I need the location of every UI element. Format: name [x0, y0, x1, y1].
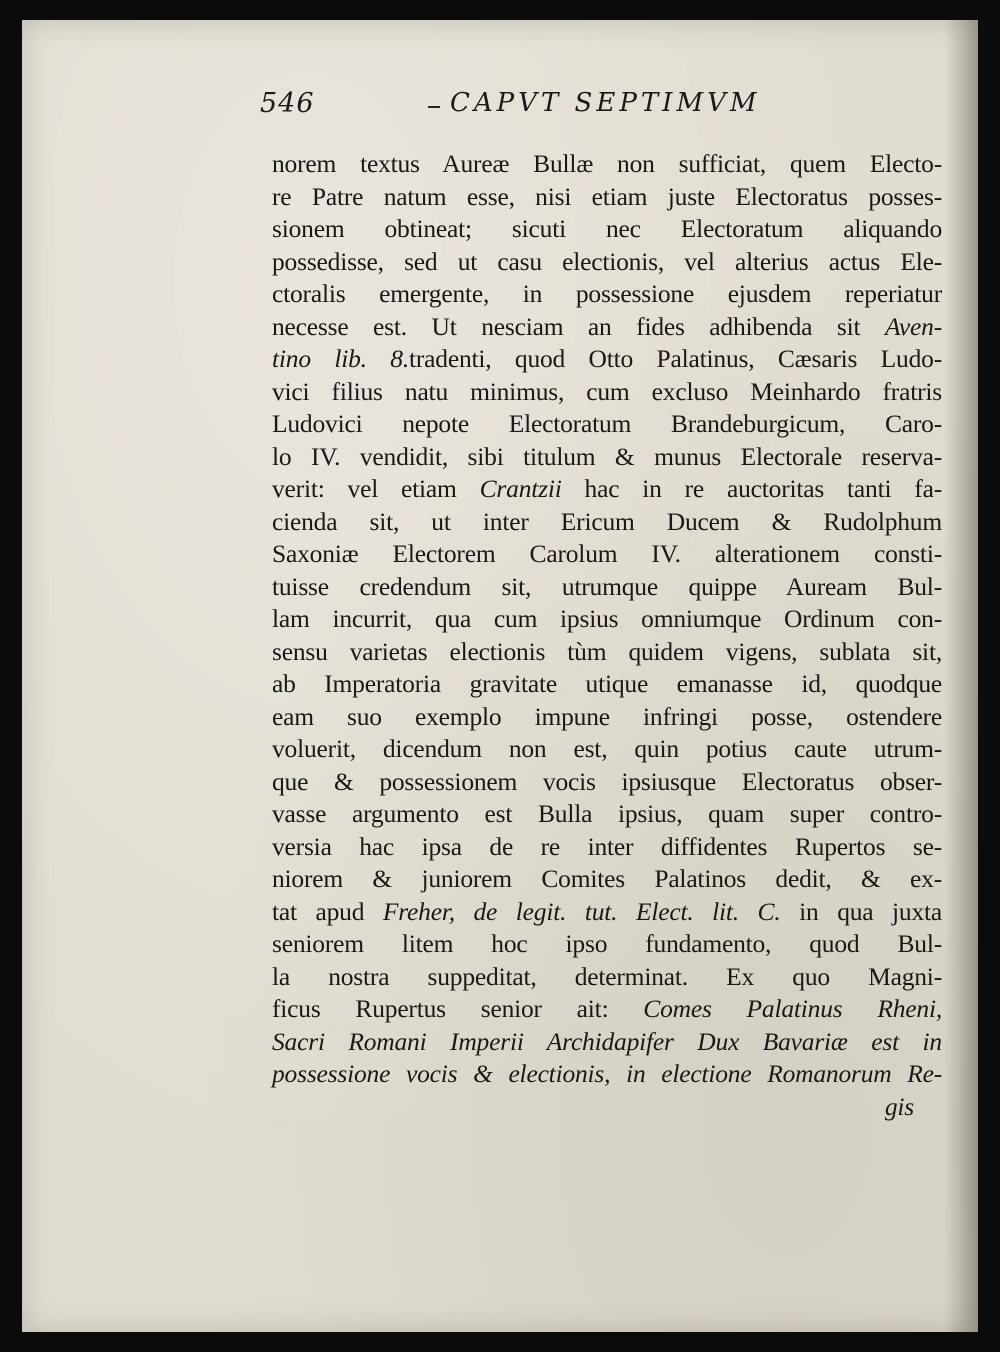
text-segment: ab Imperatoria gravitate utique emanasse id, quodque	[272, 669, 942, 698]
italic-text-segment: tino lib. 8.	[272, 344, 409, 373]
page-header	[260, 86, 780, 130]
text-line	[272, 961, 942, 994]
text-line	[272, 993, 942, 1026]
text-segment: Saxoniæ Electorem Carolum IV. alterationem consti-	[272, 539, 942, 568]
text-line	[272, 928, 942, 961]
page-gutter-shadow	[944, 20, 978, 1332]
text-segment: vasse argumento est Bulla ipsius, quam super contro-	[272, 799, 942, 828]
text-segment: vici filius natu minimus, cum excluso Meinhardo fratris	[272, 376, 942, 406]
text-line	[272, 636, 942, 669]
text-segment: la nostra suppeditat, determinat. Ex quo Magni-	[272, 961, 942, 991]
text-line	[272, 181, 942, 214]
text-line	[272, 831, 942, 864]
text-segment: versia hac ipsa de re inter diffidentes Rupertos se-	[272, 831, 942, 861]
text-line	[272, 441, 942, 474]
text-line	[272, 311, 942, 344]
text-segment: hac in re auctoritas tanti fa-	[561, 474, 942, 503]
text-line	[272, 376, 942, 409]
text-line	[272, 863, 942, 896]
text-line	[272, 701, 942, 734]
text-line	[272, 538, 942, 571]
text-line	[272, 408, 942, 441]
text-segment: verit: vel etiam	[272, 474, 480, 503]
text-line	[272, 668, 942, 701]
body-text	[272, 148, 942, 1123]
text-segment: voluerit, dicendum non est, quin potius caute utrum-	[272, 734, 942, 763]
italic-text-segment: Freher, de legit. tut. Elect. lit. C.	[382, 896, 781, 926]
book-page	[22, 20, 978, 1332]
text-line	[272, 896, 942, 929]
text-line	[272, 603, 942, 636]
header-dash	[428, 106, 440, 108]
italic-text-segment: Aven-	[884, 311, 942, 341]
text-segment: tradenti, quod Otto Palatinus, Cæsaris Ludo-	[409, 344, 942, 373]
text-line	[272, 733, 942, 766]
text-segment: necesse est. Ut nesciam an fides adhibenda sit	[272, 311, 885, 341]
text-segment: sensu varietas electionis tùm quidem vigens, sublata sit,	[272, 636, 942, 666]
text-segment: que & possessionem vocis ipsiusque Electoratus obser-	[272, 766, 942, 796]
text-segment: niorem & juniorem Comites Palatinos dedit, & ex-	[272, 864, 942, 893]
text-line	[272, 571, 942, 604]
text-line	[272, 473, 942, 506]
italic-text-segment: Sacri Romani Imperii Archidapifer Dux Bavariæ est in	[272, 1026, 942, 1056]
text-segment: tuisse credendum sit, utrumque quippe Auream Bul-	[272, 571, 942, 601]
text-line	[272, 246, 942, 279]
text-line	[272, 278, 942, 311]
text-line	[272, 1091, 942, 1124]
italic-text-segment: possessione vocis & electionis, in electione Romanorum Re-	[272, 1059, 942, 1088]
text-segment: norem textus Aureæ Bullæ non sufficiat, quem Electo-	[272, 149, 942, 178]
text-line	[272, 1058, 942, 1091]
text-line	[272, 148, 942, 181]
text-line	[272, 766, 942, 799]
italic-text-segment: Crantzii	[479, 474, 562, 503]
text-segment: cienda sit, ut inter Ericum Ducem & Rudolphum	[272, 506, 942, 536]
text-line	[272, 1026, 942, 1059]
text-segment: lam incurrit, qua cum ipsius omniumque Ordinum con-	[272, 604, 942, 633]
text-segment: ficus Rupertus senior ait:	[272, 994, 644, 1023]
italic-text-segment: gis	[884, 1091, 914, 1121]
text-segment: possedisse, sed ut casu electionis, vel alterius actus Ele-	[272, 246, 942, 276]
running-head: CAPVT SEPTIMVM	[450, 88, 761, 118]
text-segment: tat apud	[272, 896, 383, 926]
text-segment: eam suo exemplo impune infringi posse, ostendere	[272, 701, 942, 731]
text-segment: sionem obtineat; sicuti nec Electoratum aliquando	[272, 214, 942, 243]
text-segment: Ludovici nepote Electoratum Brandeburgicum, Caro-	[272, 409, 942, 438]
page-number: 546	[260, 88, 315, 119]
text-segment: ctoralis emergente, in possessione ejusdem reperiatur	[272, 279, 942, 308]
text-segment: lo IV. vendidit, sibi titulum & munus Electorale reserva-	[272, 441, 942, 471]
text-line	[272, 506, 942, 539]
text-line	[272, 798, 942, 831]
text-segment: re Patre natum esse, nisi etiam juste Electoratus posses-	[272, 181, 942, 211]
text-line	[272, 343, 942, 376]
text-line	[272, 213, 942, 246]
text-segment: seniorem litem hoc ipso fundamento, quod Bul-	[272, 929, 942, 958]
italic-text-segment: Comes Palatinus Rheni,	[643, 994, 942, 1023]
text-segment: in qua juxta	[780, 896, 942, 926]
